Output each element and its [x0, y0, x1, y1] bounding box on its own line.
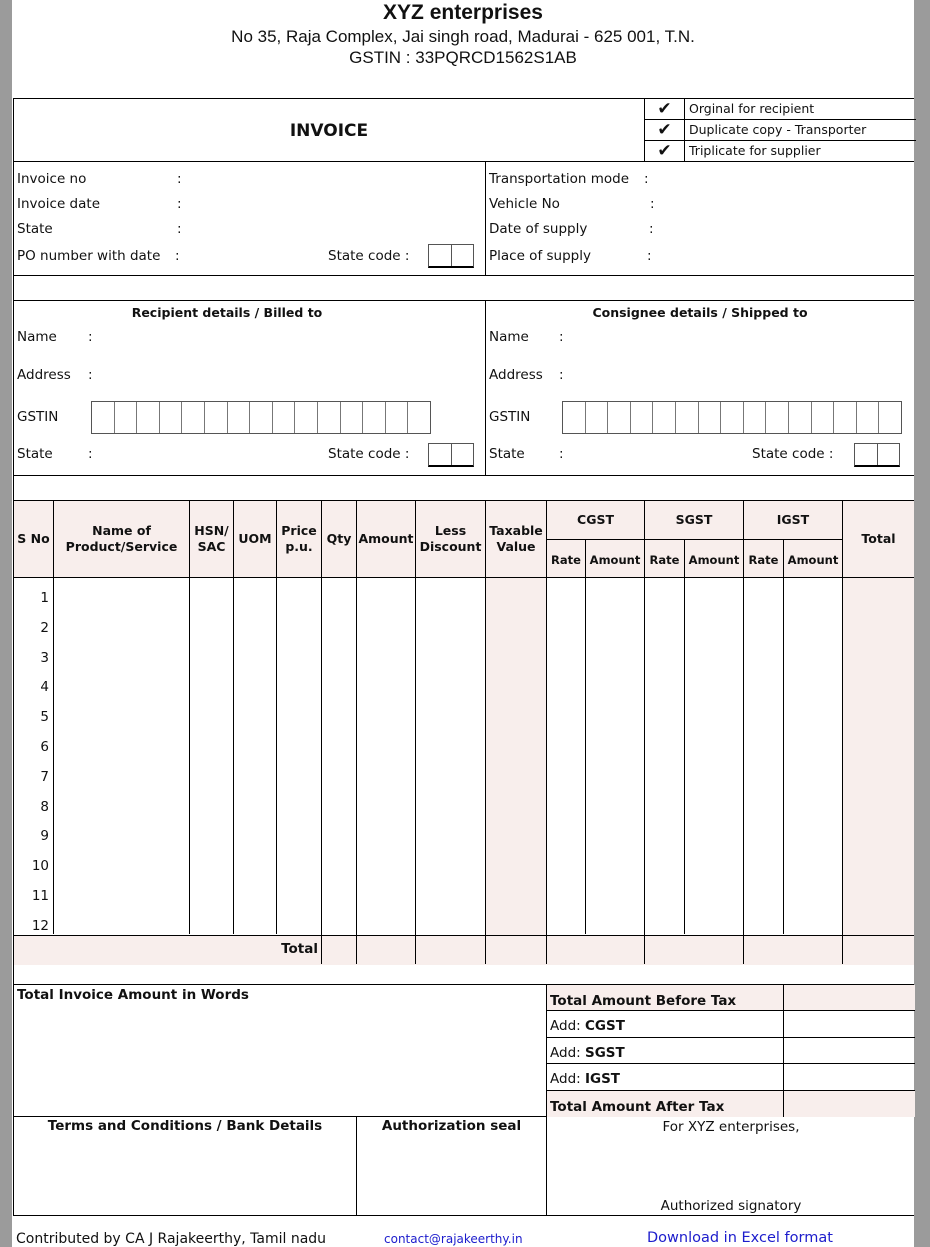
separator: : [559, 329, 564, 345]
spacer-row [13, 965, 914, 985]
cgst-total-value[interactable] [783, 1011, 915, 1037]
consignee-state-label: State [489, 446, 525, 462]
date-of-supply-value[interactable] [664, 221, 904, 237]
add-prefix: Add: [550, 1045, 581, 1061]
header-hsn-1: HSN/ [194, 523, 229, 538]
download-excel-link[interactable]: Download in Excel format [647, 1230, 833, 1246]
amount-in-words-value[interactable] [17, 1007, 537, 1107]
col-line [644, 501, 645, 964]
separator: : [88, 446, 93, 462]
copy-row-original [645, 99, 916, 120]
po-number-value[interactable] [192, 248, 322, 264]
consignee-state-code-input[interactable] [854, 443, 900, 467]
invoice-no-label: Invoice no [17, 171, 87, 187]
header-qty: Qty [326, 531, 352, 546]
divider [485, 301, 486, 476]
separator: : [177, 221, 182, 237]
cgst-label [550, 1018, 625, 1034]
seal-label: Authorization seal [381, 1118, 522, 1134]
row-number: 1 [40, 590, 49, 606]
row-number: 2 [40, 619, 49, 636]
copy-row-duplicate [645, 120, 916, 141]
separator: : [175, 248, 180, 264]
consignee-address-label: Address [489, 367, 543, 383]
copy-label: Orginal for recipient [689, 101, 815, 116]
invoice-page [12, 0, 914, 1247]
header-cgst-amount: Amount [589, 553, 641, 567]
recipient-address-value[interactable] [104, 367, 474, 383]
igst-label [550, 1071, 620, 1087]
total-column-shade [842, 578, 914, 935]
terms-value[interactable] [17, 1138, 353, 1213]
header-cgst-rate: Rate [551, 553, 581, 567]
col-line [356, 501, 357, 964]
summary-row-after-tax [547, 1091, 915, 1117]
state-value[interactable] [194, 221, 474, 237]
header-hsn-2: SAC [197, 539, 226, 554]
row-number: 6 [40, 739, 49, 755]
consignee-address-value[interactable] [574, 367, 904, 383]
col-line [53, 501, 54, 934]
place-of-supply-label: Place of supply [489, 248, 591, 264]
contact-email-link[interactable]: contact@rajakeerthy.in [384, 1232, 523, 1246]
summary-row-before-tax [547, 985, 915, 1011]
recipient-name-value[interactable] [104, 329, 474, 345]
terms-label: Terms and Conditions / Bank Details [47, 1118, 323, 1134]
spacer-row [13, 476, 914, 500]
consignee-title: Consignee details / Shipped to [592, 305, 808, 320]
copy-label: Triplicate for supplier [689, 143, 821, 158]
consignee-gstin-input[interactable] [562, 401, 902, 434]
header-discount-1: Less [434, 523, 467, 538]
amount-summary-block [13, 984, 914, 1117]
col-line [233, 501, 234, 934]
recipient-title: Recipient details / Billed to [131, 305, 323, 320]
items-total-label: Total [281, 941, 318, 957]
recipient-name-label: Name [17, 329, 57, 345]
separator: : [647, 248, 652, 264]
header-name-2: Product/Service [65, 539, 178, 554]
row-number: 12 [31, 917, 49, 934]
row-numbers [14, 578, 53, 935]
state-label: State [17, 221, 53, 237]
state-code-input[interactable] [428, 244, 474, 268]
igst-total-value[interactable] [783, 1064, 915, 1090]
transport-mode-label: Transportation mode [489, 171, 630, 187]
consignee-name-value[interactable] [574, 329, 904, 345]
row-number: 7 [40, 768, 49, 785]
separator: : [644, 171, 649, 187]
separator: : [649, 221, 654, 237]
summary-row-igst [547, 1064, 915, 1091]
header-price-1: Price [281, 523, 317, 538]
add-prefix: Add: [550, 1018, 581, 1034]
recipient-state-code-label: State code : [328, 446, 410, 462]
col-line [485, 501, 486, 964]
consignee-state-code-label: State code : [752, 446, 834, 462]
before-tax-value[interactable] [783, 985, 915, 1010]
header-total: Total [861, 531, 896, 546]
row-number: 3 [40, 649, 49, 666]
gst-subheader-line [546, 539, 842, 540]
col-line [585, 539, 586, 934]
igst-text: IGST [584, 1071, 621, 1087]
sgst-label [550, 1045, 625, 1061]
separator: : [559, 446, 564, 462]
transport-mode-value[interactable] [659, 171, 899, 187]
cgst-text: CGST [584, 1018, 625, 1034]
invoice-title: INVOICE [289, 121, 369, 141]
invoice-title-block [13, 98, 914, 162]
state-code-label: State code : [328, 248, 410, 264]
divider [485, 162, 486, 276]
invoice-date-value[interactable] [194, 196, 474, 212]
check-icon[interactable]: ✔ [645, 120, 685, 141]
separator: : [88, 329, 93, 345]
recipient-state-code-input[interactable] [428, 443, 474, 467]
spacer-row [13, 276, 914, 300]
col-line [321, 501, 322, 964]
header-igst-rate: Rate [748, 553, 779, 567]
header-name-1: Name of [92, 523, 151, 538]
check-icon[interactable]: ✔ [645, 99, 685, 120]
header-igst-amount: Amount [787, 553, 839, 567]
col-line [415, 501, 416, 964]
header-cgst: CGST [577, 512, 614, 527]
row-number: 5 [40, 709, 49, 726]
header-discount-2: Discount [419, 539, 482, 554]
company-address: No 35, Raja Complex, Jai singh road, Madurai - 625 001, T.N. [231, 27, 695, 46]
copy-label: Duplicate copy - Transporter [689, 122, 867, 137]
col-line [189, 501, 190, 934]
col-line [684, 539, 685, 934]
check-icon[interactable]: ✔ [645, 141, 685, 162]
consignee-name-label: Name [489, 329, 529, 345]
contributed-by: Contributed by CA J Rajakeerthy, Tamil nadu [16, 1231, 327, 1247]
invoice-info-block [13, 161, 914, 276]
header-igst: IGST [776, 512, 810, 527]
header-sgst: SGST [675, 512, 713, 527]
col-line [546, 501, 547, 964]
header-amount: Amount [358, 531, 414, 546]
col-line [783, 539, 784, 934]
consignee-gstin-label: GSTIN [489, 409, 531, 425]
separator: : [650, 196, 655, 212]
summary-row-cgst [547, 1011, 915, 1038]
add-prefix: Add: [550, 1071, 581, 1087]
recipient-gstin-input[interactable] [91, 401, 431, 434]
separator: : [88, 367, 93, 383]
copies-box [644, 99, 915, 162]
separator: : [559, 367, 564, 383]
header-sno: S No [17, 531, 50, 546]
authorized-signatory-label: Authorized signatory [660, 1198, 802, 1214]
recipient-state-label: State [17, 446, 53, 462]
date-of-supply-label: Date of supply [489, 221, 588, 237]
row-number: 9 [40, 828, 49, 845]
header-taxable-2: Value [496, 539, 536, 554]
header-taxable-1: Taxable [489, 523, 543, 538]
amount-in-words-label: Total Invoice Amount in Words [17, 987, 249, 1003]
header-sgst-amount: Amount [688, 553, 740, 567]
header-sgst-rate: Rate [649, 553, 680, 567]
vehicle-no-value[interactable] [664, 196, 904, 212]
after-tax-label: Total Amount After Tax [550, 1099, 725, 1115]
copy-row-triplicate [645, 141, 916, 162]
company-name: XYZ enterprises [383, 1, 543, 24]
footer-block [13, 1116, 914, 1216]
separator: : [177, 171, 182, 187]
sgst-total-value[interactable] [783, 1038, 915, 1063]
po-number-label: PO number with date [17, 248, 161, 264]
invoice-date-label: Invoice date [17, 196, 100, 212]
row-number: 4 [40, 679, 49, 696]
row-number: 11 [31, 888, 49, 904]
before-tax-label: Total Amount Before Tax [550, 993, 737, 1009]
col-line [842, 501, 843, 964]
separator: : [177, 196, 182, 212]
invoice-no-value[interactable] [194, 171, 474, 187]
items-table [13, 500, 914, 965]
row-number: 8 [40, 798, 49, 815]
header-uom: UOM [238, 531, 272, 546]
company-gstin: GSTIN : 33PQRCD1562S1AB [349, 48, 577, 67]
taxable-column-shade [485, 578, 546, 935]
summary-row-sgst [547, 1038, 915, 1064]
summary-table [546, 985, 915, 1117]
recipient-address-label: Address [17, 367, 71, 383]
row-number: 10 [31, 858, 49, 875]
consignee-state-value[interactable] [574, 446, 744, 462]
recipient-gstin-label: GSTIN [17, 409, 59, 425]
place-of-supply-value[interactable] [664, 248, 904, 264]
header-price-2: p.u. [285, 539, 313, 554]
party-details-block [13, 300, 914, 476]
vehicle-no-label: Vehicle No [489, 196, 560, 212]
for-company-label: For XYZ enterprises, [662, 1119, 800, 1135]
col-line [743, 501, 744, 964]
sgst-text: SGST [584, 1045, 625, 1061]
col-line [276, 501, 277, 934]
after-tax-value[interactable] [783, 1091, 915, 1117]
recipient-state-value[interactable] [104, 446, 324, 462]
